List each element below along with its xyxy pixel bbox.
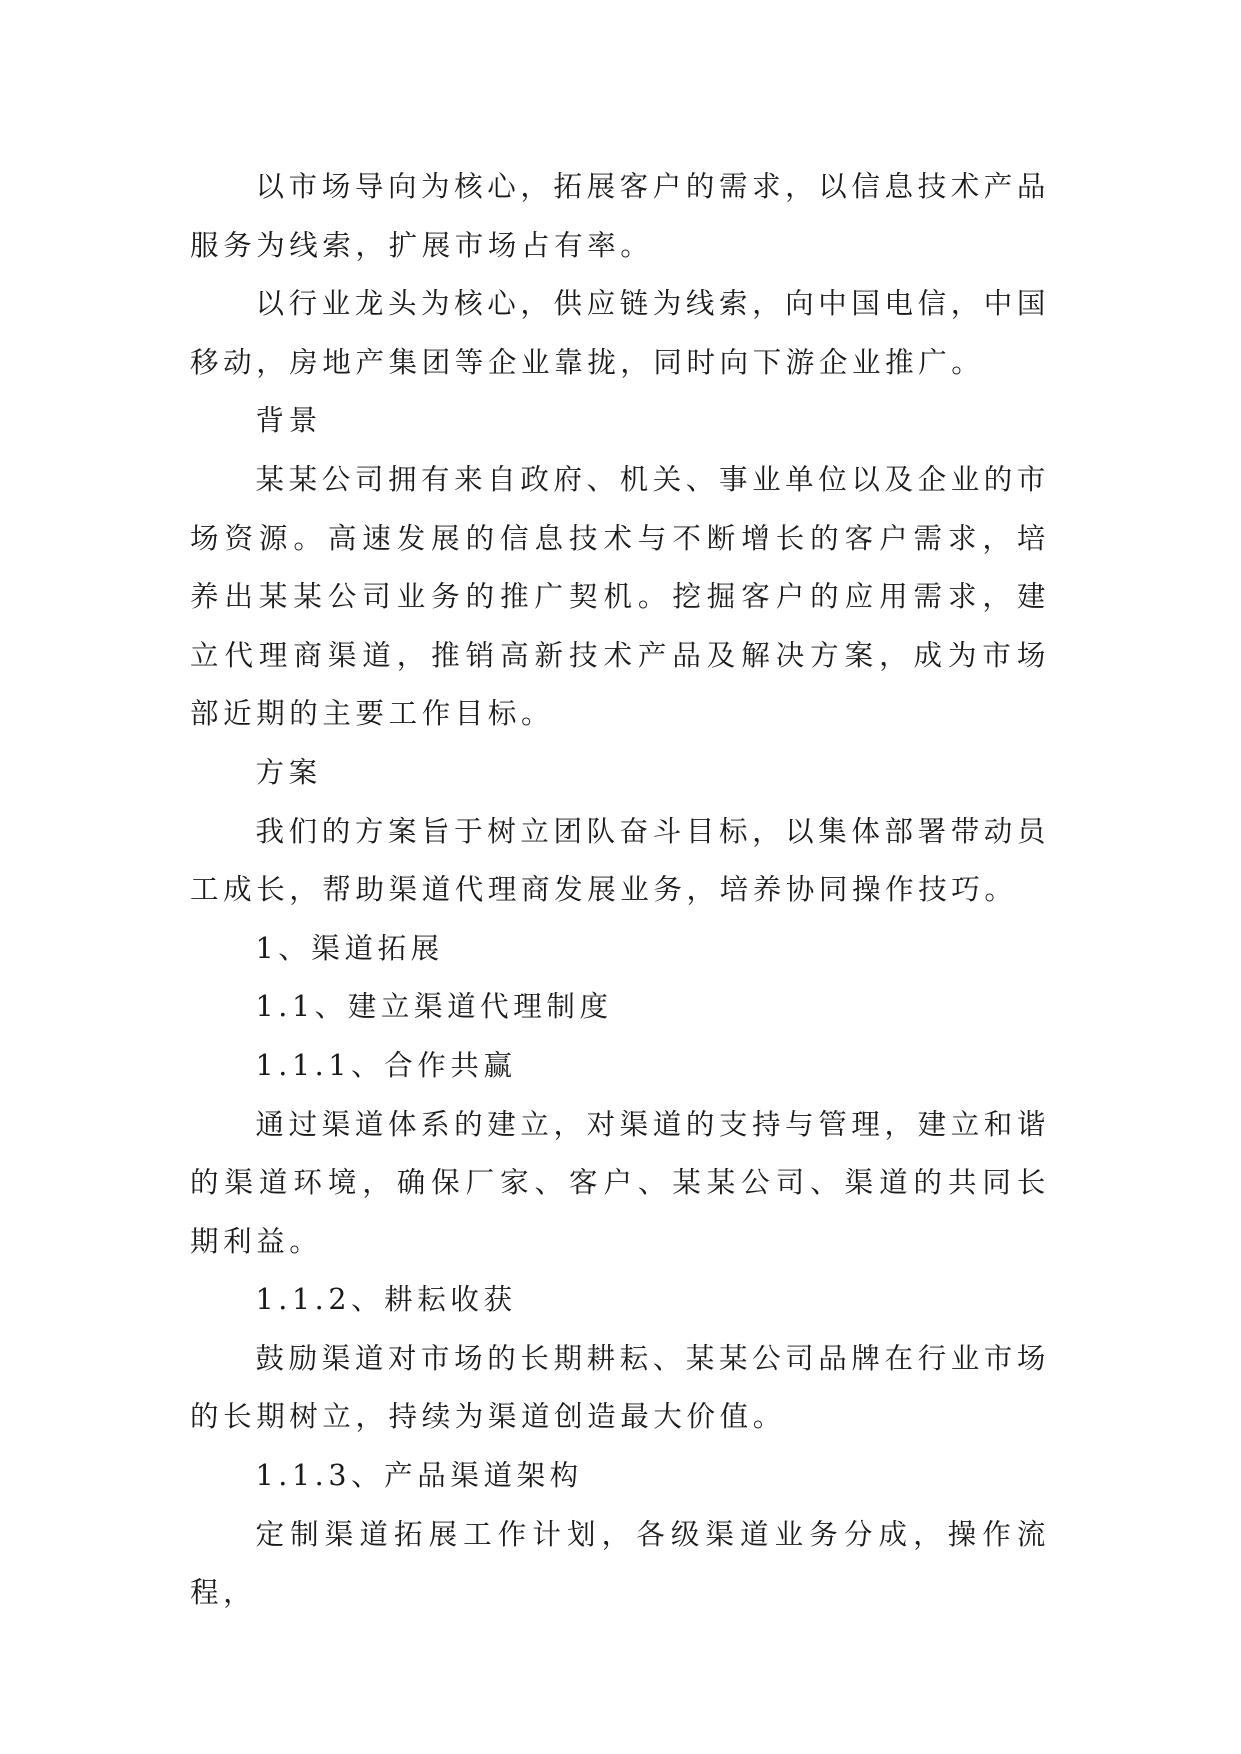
section-heading-1-1-1: 1.1.1、合作共赢	[255, 1048, 517, 1082]
section-heading-1: 1、渠道拓展	[255, 931, 444, 965]
section-1-1-3-paragraph: 定制渠道拓展工作计划，各级渠道业务分成，操作流程，	[190, 1517, 1050, 1610]
document-page	[190, 158, 1050, 1623]
section-heading-1-1-3: 1.1.3、产品渠道架构	[255, 1459, 583, 1493]
section-1-1-1-paragraph: 通过渠道体系的建立，对渠道的支持与管理，建立和谐的渠道环境，确保厂家、客户、某某公司、渠道的共同长期利益。	[190, 1107, 1050, 1258]
background-heading: 背景	[255, 404, 322, 438]
plan-paragraph: 我们的方案旨于树立团队奋斗目标，以集体部署带动员工成长，帮助渠道代理商发展业务，培养协同操作技巧。	[190, 814, 1050, 907]
plan-heading: 方案	[255, 755, 322, 789]
intro-paragraph-1: 以市场导向为核心，拓展客户的需求，以信息技术产品服务为线索，扩展市场占有率。	[190, 170, 1050, 262]
section-heading-1-1: 1.1、建立渠道代理制度	[255, 990, 613, 1024]
section-1-1-2-paragraph: 鼓励渠道对市场的长期耕耘、某某公司品牌在行业市场的长期树立，持续为渠道创造最大价值。	[190, 1341, 1050, 1434]
section-heading-1-1-2: 1.1.2、耕耘收获	[255, 1283, 517, 1317]
background-paragraph: 某某公司拥有来自政府、机关、事业单位以及企业的市场资源。高速发展的信息技术与不断增长的客户需求，培养出某某公司业务的推广契机。挖掘客户的应用需求，建立代理商渠道，推销高新技术产品及解决方案，成为市场部近期的主要工作目标。	[190, 462, 1050, 731]
intro-paragraph-2: 以行业龙头为核心，供应链为线索，向中国电信，中国移动，房地产集团等企业靠拢，同时向下游企业推广。	[190, 287, 1050, 379]
